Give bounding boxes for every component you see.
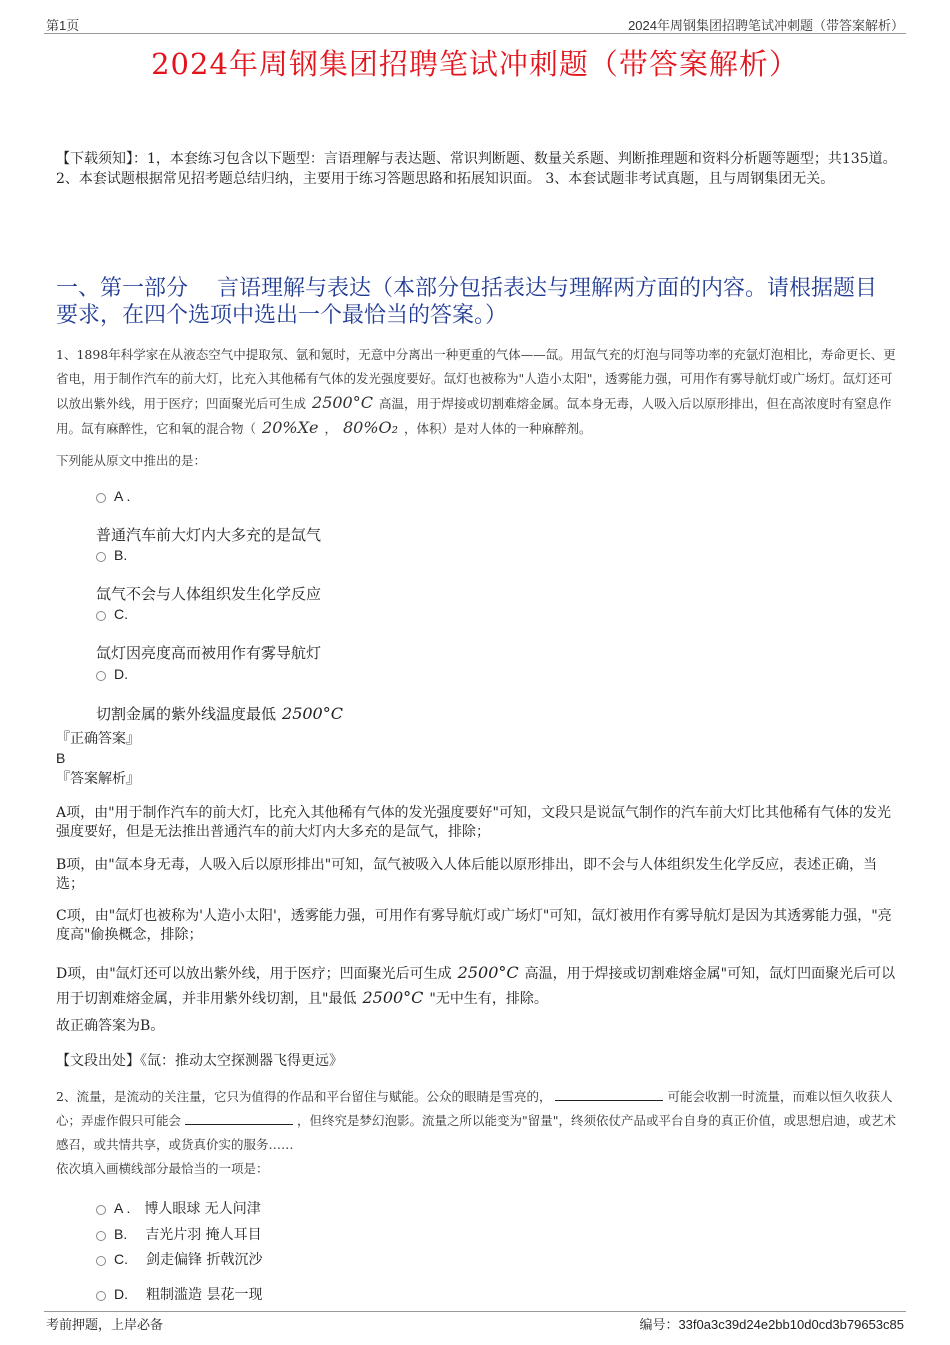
question-1-prompt: 下列能从原文中推出的是： [56, 453, 207, 468]
analysis-text: 高温，用于焊接或切割难熔金属"可知，氙灯凹面聚光后可以用于切割难熔金属，并非用紫外线切割，且"最低 [56, 966, 896, 1007]
radio-icon[interactable] [96, 1205, 106, 1215]
option-b[interactable] [96, 547, 127, 563]
option-a-text: 普通汽车前大灯内大多充的是氙气 [96, 526, 322, 544]
option-c[interactable] [96, 606, 128, 622]
option-text: 粗制滥造 昙花一现 [146, 1287, 263, 1303]
option-d-text [96, 703, 349, 724]
question-2-prompt: 依次填入画横线部分最恰当的一项是： [56, 1161, 269, 1176]
math-formula: 2500°C [457, 963, 519, 982]
option-text: 博人眼球 无人问津 [144, 1201, 261, 1217]
page-title: 2024年周钢集团招聘笔试冲刺题（带答案解析） [151, 47, 799, 81]
radio-icon[interactable] [96, 611, 106, 621]
footer-slogan: 考前押题，上岸必备 [46, 1318, 164, 1333]
radio-icon[interactable] [96, 552, 106, 562]
radio-icon[interactable] [96, 1256, 106, 1266]
math-formula: 20%Xe [262, 418, 319, 437]
fill-blank [185, 1112, 293, 1125]
question-2-text [56, 1085, 901, 1157]
option-text: 吉光片羽 掩人耳目 [145, 1227, 262, 1243]
math-formula: 2500°C [362, 988, 424, 1007]
correct-answer-heading: 『正确答案』 [56, 731, 140, 747]
option-label: C. [114, 606, 128, 622]
analysis-text: "无中生有，排除。 [429, 991, 548, 1007]
analysis-d [56, 961, 896, 1011]
option-label: B. [114, 1226, 128, 1242]
header-rule [44, 33, 906, 34]
section-heading: 一、第一部分 言语理解与表达（本部分包括表达与理解两方面的内容。请根据题目要求，在四个选项中选出一个最恰当的答案。） [56, 276, 877, 328]
q1-text-part: ，体积）是对人体的一种麻醉剂。 [404, 421, 592, 436]
q2-text-part: ，但终究是梦幻泡影。流量之所以能变为"留量"，终须依仗产品或平台自身的真正价值，或思想启迪，或艺术感召，或共情共享，或货真价实的服务…… [56, 1113, 897, 1152]
q1-text-part: 高温，用于焊接或切割难熔金属。氙本身无毒，人吸入后以原形排出，但在高浓度时有窒息作用。氙有麻醉性，它和氧的混合物（ [56, 396, 892, 436]
radio-icon[interactable] [96, 671, 106, 681]
question-1-text [56, 343, 901, 441]
q2-option-a[interactable] [96, 1198, 261, 1218]
option-b-text: 氙气不会与人体组织发生化学反应 [96, 585, 322, 603]
analysis-b: B项，由"氙本身无毒，人吸入后以原形排出"可知，氙气被吸入人体后能以原形排出，即不会与人体组织发生化学反应，表述正确，当选； [56, 857, 878, 892]
option-text: 切割金属的紫外线温度最低 [96, 705, 277, 723]
radio-icon[interactable] [96, 1231, 106, 1241]
option-a[interactable] [96, 488, 130, 504]
conclusion: 故正确答案为B。 [56, 1018, 165, 1034]
analysis-a: A项，由"用于制作汽车的前大灯，比充入其他稀有气体的发光强度要好"可知，文段只是说氙气制作的汽车前大灯比其他稀有气体的发光强度要好，但是无法推出普通汽车的前大灯内大多充的是氙气，排除； [56, 805, 891, 840]
analysis-text: D项，由"氙灯还可以放出紫外线，用于医疗；凹面聚光后可生成 [56, 966, 452, 982]
q2-option-b[interactable] [96, 1224, 262, 1244]
math-formula: 80%O₂ [342, 418, 399, 437]
page-number: 第1页 [46, 18, 80, 33]
option-text: 剑走偏锋 折戟沉沙 [146, 1252, 263, 1268]
fill-blank [555, 1088, 663, 1101]
option-label: C. [114, 1251, 128, 1267]
separator: ， [324, 421, 337, 436]
option-label: A . [114, 488, 131, 504]
source: 【文段出处】《氙：推动太空探测器飞得更远》 [56, 1053, 343, 1069]
option-d[interactable] [96, 666, 128, 682]
radio-icon[interactable] [96, 493, 106, 503]
footer-rule [44, 1311, 906, 1312]
analysis-c: C项，由"氙灯也被称为'人造小太阳'，透雾能力强，可用作有雾导航灯或广场灯"可知，氙灯被用作有雾导航灯是因为其透雾能力强，"亮度高"偷换概念，排除； [56, 908, 892, 943]
option-label: D. [114, 666, 128, 682]
document-id: 编号：33f0a3c39d24e2bb10d0cd3b79653c85 [639, 1317, 904, 1332]
q2-text-part: 可能会收割一时流量，而难以恒久收获人心；弄虚作假只可能会 [56, 1089, 893, 1128]
math-formula: 2500°C [282, 704, 343, 723]
q1-text-part: 1、1898年科学家在从液态空气中提取氖、氩和氪时，无意中分离出一种更重的气体——氙。用氙气充的灯泡与同等功率的充氩灯泡相比，寿命更长、更省电，用于制作汽车的前大灯，比充入其他稀有气体的发光强度要好。氙灯也被称为"人造小太阳"，透雾能力强，可用作有雾导航灯或广场灯。氙灯还可以放出紫外线，用于医疗；凹面聚光后可生成 [56, 347, 896, 411]
download-notice: 【下载须知】：1，本套练习包含以下题型：言语理解与表达题、常识判断题、数量关系题、判断推理题和资料分析题等题型；共135道。 2、本套试题根据常见招考题总结归纳，主要用于练习答题思路和拓展知识面。 3、本套试题非考试真题，且与周钢集团无关。 [56, 151, 897, 187]
option-label: B. [114, 547, 128, 563]
q2-option-c[interactable] [96, 1249, 262, 1269]
analysis-heading: 『答案解析』 [56, 771, 140, 787]
correct-answer: B [56, 750, 66, 766]
option-label: A . [114, 1200, 131, 1216]
q2-option-d[interactable] [96, 1284, 262, 1304]
option-c-text: 氙灯因亮度高而被用作有雾导航灯 [96, 644, 322, 662]
radio-icon[interactable] [96, 1291, 106, 1301]
header-doc-title: 2024年周钢集团招聘笔试冲刺题（带答案解析） [628, 18, 904, 33]
option-label: D. [114, 1286, 128, 1302]
math-formula: 2500°C [312, 393, 373, 412]
q2-text-part: 2、流量，是流动的关注量，它只为值得的作品和平台留住与赋能。公众的眼睛是雪亮的， [56, 1089, 552, 1104]
